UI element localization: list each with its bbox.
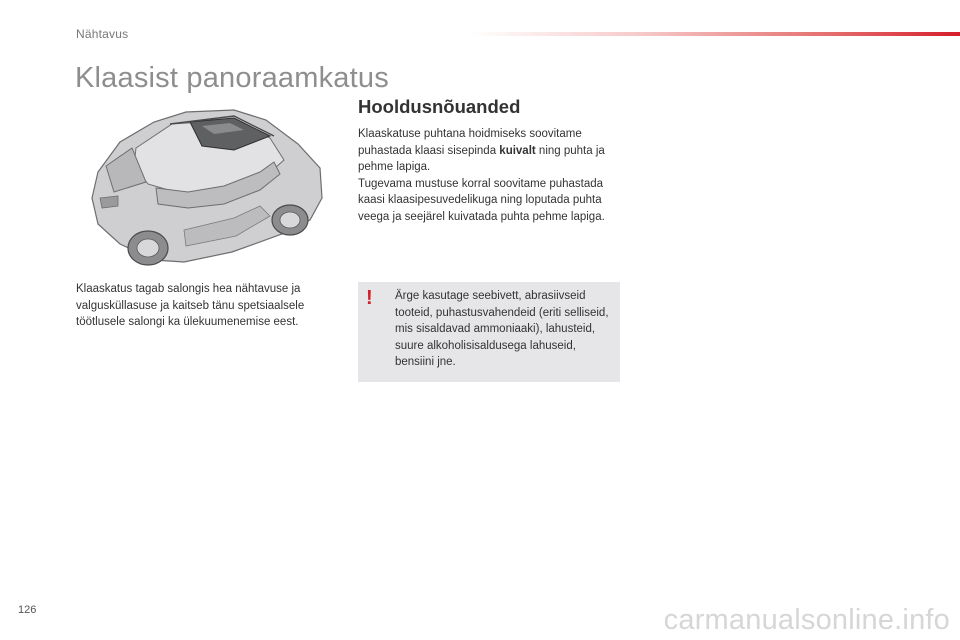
care-tips-text-part3: Tugevama mustuse korral soovitame puhastada kaasi klaasipesuvedelikuga ning loputada puhta veega ja seejärel kuivatada puhta pehme lapiga. — [358, 177, 605, 223]
illustration-caption: Klaaskatus tagab salongis hea nähtavuse ja valgusküllasuse ja kaitseb tänu spetsiaalsele töötlusele salongi ka ülekuumenemise eest. — [76, 283, 305, 328]
car-panoramic-roof-illustration — [84, 102, 328, 272]
header-accent-bar — [470, 32, 960, 36]
warning-exclamation-icon: ! — [366, 287, 373, 309]
warning-text: Ärge kasutage seebivett, abrasiivseid tooteid, puhastusvahendeid (eriti selliseid, mis sisaldavad ammoniaaki), lahusteid, suure alkoholisisaldusega lahuseid, bensiini jne. — [395, 290, 609, 368]
section-label: Nähtavus — [76, 27, 129, 41]
watermark: carmanualsonline.info — [663, 604, 950, 636]
care-tips-bold-word: kuivalt — [499, 144, 536, 157]
page-number: 126 — [18, 604, 37, 616]
tail-light — [100, 196, 118, 208]
warning-box — [358, 282, 620, 382]
care-tips-text-part1: Klaaskatuse puhtana hoidmiseks soovitame puhastada klaasi sisepinda — [358, 128, 582, 157]
care-tips-heading: Hooldusnõuanded — [358, 96, 521, 117]
care-tips-text-part2: ning puhta ja pehme lapiga. — [358, 144, 605, 173]
care-tips-text — [358, 126, 623, 225]
page-title: Klaasist panoraamkatus — [75, 62, 389, 94]
